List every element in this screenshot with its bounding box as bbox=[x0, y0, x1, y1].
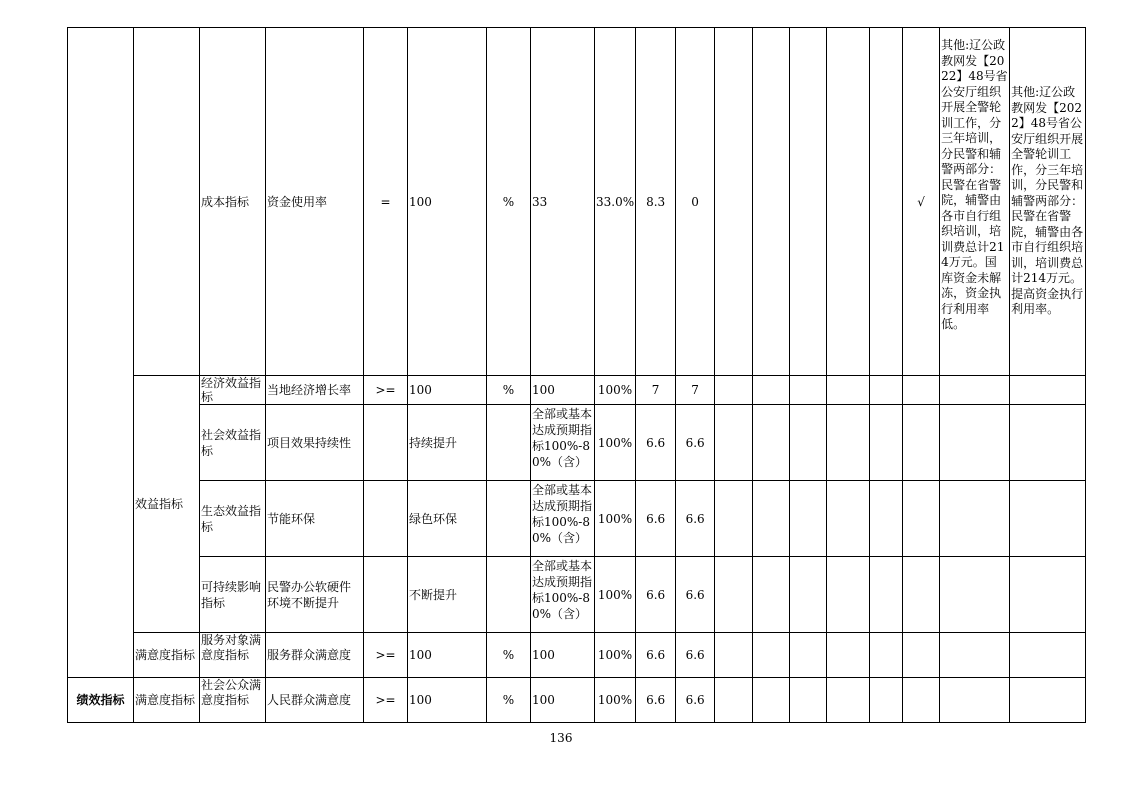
cell-empty bbox=[364, 405, 408, 481]
cell-empty bbox=[753, 28, 790, 376]
cell-actual bbox=[531, 557, 595, 633]
cell-empty bbox=[903, 557, 940, 633]
table-row bbox=[68, 678, 1086, 723]
cell-score: 6.6 bbox=[676, 481, 715, 557]
cell-sub-indicator: 成本指标 bbox=[200, 28, 266, 376]
cell-empty bbox=[870, 678, 903, 723]
cell-weight: 6.6 bbox=[636, 633, 676, 678]
cell-empty bbox=[753, 481, 790, 557]
cell-empty bbox=[903, 678, 940, 723]
cell-target: 100 bbox=[408, 678, 487, 723]
cell-empty bbox=[487, 481, 531, 557]
cell-rate: 100% bbox=[595, 481, 636, 557]
cell-unit: % bbox=[487, 678, 531, 723]
cell-target: 绿色环保 bbox=[408, 481, 487, 557]
cell-empty bbox=[1010, 481, 1086, 557]
cell-actual bbox=[531, 405, 595, 481]
page-number: 136 bbox=[549, 731, 573, 745]
cell-indicator: 服务群众满意度 bbox=[266, 633, 364, 678]
cell-indicator: 节能环保 bbox=[266, 481, 364, 557]
cell-weight: 6.6 bbox=[636, 481, 676, 557]
cell-sub-indicator-text: 服务对象满意度指标 bbox=[201, 633, 262, 662]
cell-empty bbox=[870, 633, 903, 678]
cell-empty bbox=[827, 405, 870, 481]
cell-indicator: 民警办公软硬件环境不断提升 bbox=[266, 557, 364, 633]
cell-unit: % bbox=[487, 633, 531, 678]
cell-target: 持续提升 bbox=[408, 405, 487, 481]
cell-performance-label: 绩效指标 bbox=[68, 678, 134, 723]
cell-operator: >= bbox=[364, 376, 408, 405]
cell-indicator: 当地经济增长率 bbox=[266, 376, 364, 405]
cell-empty bbox=[487, 557, 531, 633]
cell-rate: 100% bbox=[595, 678, 636, 723]
cell-target: 100 bbox=[408, 376, 487, 405]
cell-sub-indicator bbox=[200, 633, 266, 678]
cell-empty bbox=[827, 633, 870, 678]
cell-actual-text: 全部或基本达成预期指标100%-80%（含） bbox=[532, 482, 593, 545]
cell-empty bbox=[715, 481, 753, 557]
cell-empty bbox=[790, 678, 827, 723]
cell-empty bbox=[870, 481, 903, 557]
cell-empty bbox=[790, 376, 827, 405]
cell-score: 7 bbox=[676, 376, 715, 405]
cell-indicator: 人民群众满意度 bbox=[266, 678, 364, 723]
cell-empty bbox=[1010, 678, 1086, 723]
cell-empty bbox=[870, 28, 903, 376]
cell-operator: >= bbox=[364, 633, 408, 678]
cell-rate: 100% bbox=[595, 633, 636, 678]
cell-unit: % bbox=[487, 28, 531, 376]
table-row bbox=[68, 405, 1086, 481]
cell-sub-indicator-text: 经济效益指标 bbox=[201, 376, 262, 404]
cell-weight: 6.6 bbox=[636, 405, 676, 481]
cell-empty bbox=[903, 376, 940, 405]
cell-score: 6.6 bbox=[676, 678, 715, 723]
cell-empty bbox=[903, 633, 940, 678]
cell-empty bbox=[1010, 376, 1086, 405]
cell-actual: 100 bbox=[531, 678, 595, 723]
table-row bbox=[68, 376, 1086, 405]
cell-empty bbox=[940, 405, 1010, 481]
cell-actual: 100 bbox=[531, 633, 595, 678]
cell-empty bbox=[715, 405, 753, 481]
cell-actual: 33 bbox=[531, 28, 595, 376]
cell-empty bbox=[753, 405, 790, 481]
cell-weight: 7 bbox=[636, 376, 676, 405]
cell-unit: % bbox=[487, 376, 531, 405]
cell-operator: = bbox=[364, 28, 408, 376]
cell-empty bbox=[715, 28, 753, 376]
cell-weight: 8.3 bbox=[636, 28, 676, 376]
cell-sub-indicator bbox=[200, 376, 266, 405]
cell-score: 6.6 bbox=[676, 557, 715, 633]
cell-score: 0 bbox=[676, 28, 715, 376]
cell-empty bbox=[790, 28, 827, 376]
cell-indicator: 项目效果持续性 bbox=[266, 405, 364, 481]
cell-sub-indicator: 社会效益指标 bbox=[200, 405, 266, 481]
table-row bbox=[68, 557, 1086, 633]
cell-empty bbox=[827, 481, 870, 557]
cell-empty bbox=[134, 28, 200, 376]
cell-score: 6.6 bbox=[676, 405, 715, 481]
cell-empty bbox=[903, 481, 940, 557]
cell-improvement-measure: 其他:辽公政教网发【2022】48号省公安厅组织开展全警轮训工作，分三年培训，分民警和辅警两部分：民警在省警院，辅警由各市自行组织培训，培训费总计214万元。提高资金执行利用率。 bbox=[1010, 28, 1086, 376]
cell-empty bbox=[940, 376, 1010, 405]
cell-weight: 6.6 bbox=[636, 557, 676, 633]
cell-rate: 33.0% bbox=[595, 28, 636, 376]
cell-sub-indicator-text: 社会公众满意度指标 bbox=[201, 678, 262, 707]
table-row bbox=[68, 28, 1086, 376]
cell-empty bbox=[1010, 633, 1086, 678]
cell-deviation-reason: 其他:辽公政教网发【2022】48号省公安厅组织开展全警轮训工作，分三年培训，分民警和辅警两部分：民警在省警院，辅警由各市自行组织培训，培训费总计214万元。国库资金未解冻，资金执行利用率低。 bbox=[940, 28, 1010, 376]
table-row bbox=[68, 481, 1086, 557]
cell-empty bbox=[827, 376, 870, 405]
cell-empty bbox=[364, 481, 408, 557]
cell-empty bbox=[870, 376, 903, 405]
cell-empty bbox=[1010, 405, 1086, 481]
cell-actual: 100 bbox=[531, 376, 595, 405]
checkmark-cell: √ bbox=[903, 28, 940, 376]
cell-empty bbox=[68, 28, 134, 678]
cell-empty bbox=[790, 557, 827, 633]
cell-empty bbox=[790, 633, 827, 678]
cell-empty bbox=[753, 376, 790, 405]
cell-target: 100 bbox=[408, 633, 487, 678]
cell-benefit-category: 效益指标 bbox=[134, 376, 200, 633]
cell-weight: 6.6 bbox=[636, 678, 676, 723]
cell-empty bbox=[715, 633, 753, 678]
cell-sub-indicator: 生态效益指标 bbox=[200, 481, 266, 557]
cell-empty bbox=[715, 557, 753, 633]
cell-actual-text: 全部或基本达成预期指标100%-80%（含） bbox=[532, 406, 593, 469]
cell-empty bbox=[753, 678, 790, 723]
cell-empty bbox=[940, 557, 1010, 633]
performance-table bbox=[67, 27, 1086, 723]
cell-score: 6.6 bbox=[676, 633, 715, 678]
cell-operator: >= bbox=[364, 678, 408, 723]
cell-empty bbox=[940, 481, 1010, 557]
cell-sub-indicator: 可持续影响指标 bbox=[200, 557, 266, 633]
cell-empty bbox=[753, 557, 790, 633]
cell-empty bbox=[715, 376, 753, 405]
cell-empty bbox=[753, 633, 790, 678]
cell-empty bbox=[870, 557, 903, 633]
cell-empty bbox=[940, 678, 1010, 723]
cell-empty bbox=[870, 405, 903, 481]
cell-empty bbox=[790, 405, 827, 481]
cell-target: 100 bbox=[408, 28, 487, 376]
cell-empty bbox=[827, 28, 870, 376]
cell-sub-indicator bbox=[200, 678, 266, 723]
cell-rate: 100% bbox=[595, 557, 636, 633]
cell-empty bbox=[487, 405, 531, 481]
cell-empty bbox=[827, 678, 870, 723]
cell-category: 满意度指标 bbox=[134, 633, 200, 678]
cell-target: 不断提升 bbox=[408, 557, 487, 633]
cell-empty bbox=[827, 557, 870, 633]
cell-actual-text: 全部或基本达成预期指标100%-80%（含） bbox=[532, 558, 593, 621]
cell-empty bbox=[715, 678, 753, 723]
cell-actual bbox=[531, 481, 595, 557]
cell-indicator: 资金使用率 bbox=[266, 28, 364, 376]
cell-empty bbox=[940, 633, 1010, 678]
cell-empty bbox=[790, 481, 827, 557]
cell-empty bbox=[364, 557, 408, 633]
cell-category: 满意度指标 bbox=[134, 678, 200, 723]
cell-empty bbox=[1010, 557, 1086, 633]
table-row bbox=[68, 633, 1086, 678]
cell-empty bbox=[903, 405, 940, 481]
cell-rate: 100% bbox=[595, 376, 636, 405]
cell-rate: 100% bbox=[595, 405, 636, 481]
